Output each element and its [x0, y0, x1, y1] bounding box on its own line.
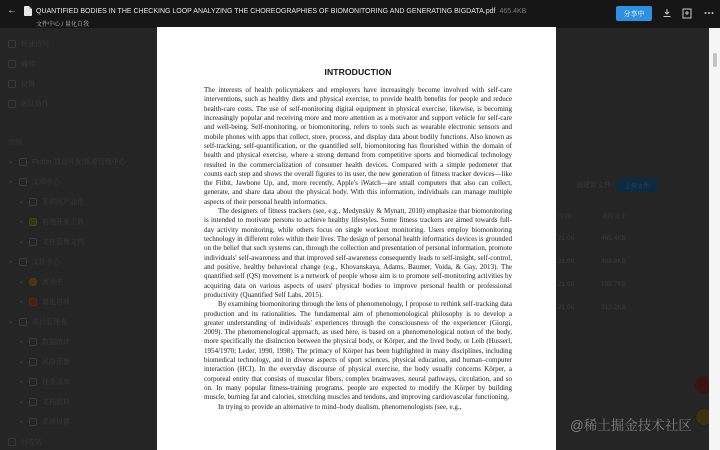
bullet-icon	[20, 401, 22, 403]
share-button[interactable]: 分享中	[616, 6, 652, 21]
bullet-icon	[20, 301, 22, 303]
table-row[interactable]	[556, 273, 706, 296]
back-arrow-icon[interactable]: ←	[7, 5, 17, 16]
bullet-icon	[20, 381, 22, 383]
sidebar-item-label: 项目管理表	[32, 319, 67, 326]
sidebar-item[interactable]	[0, 232, 157, 252]
team-icon	[8, 100, 16, 108]
sidebar-item-label: 系统设置	[42, 419, 70, 426]
sidebar-item[interactable]	[0, 432, 157, 450]
document-heading: INTRODUCTION	[324, 67, 392, 77]
cell-size: 465.4KB	[601, 235, 626, 242]
clock-icon	[8, 40, 16, 48]
sidebar-item[interactable]	[0, 172, 157, 192]
cell-time: 21:00	[558, 281, 575, 288]
sidebar-item-label: Flutter 项目开发/资源管理中心	[32, 159, 126, 166]
sidebar-item-label: 回收站	[21, 439, 42, 446]
sidebar-item[interactable]	[0, 152, 157, 172]
sidebar-item[interactable]	[0, 412, 157, 432]
file-title	[36, 8, 526, 15]
bullet-icon	[20, 421, 22, 423]
sidebar-item[interactable]	[0, 192, 157, 212]
sidebar-item-label: 设置	[21, 81, 35, 88]
breadcrumb[interactable]: 文件中心 / 量化自我	[36, 22, 90, 28]
pdf-file-icon	[24, 6, 32, 16]
document-paragraph: The interests of health policymakers and employers have increasingly become involved with self-care interventions, such as healthy diets and physical exercise, to provide health benefits for people and reduce health-care costs. The use of self-monitoring digital equipment in physical exercise, likewise, is becoming increasingly popular and receiving more and more attention as a motivator and support vehicle for self-care and well-being. Self-monitoring, or biomonitoring, refers to tools such as wearable electronic sensors and mobile phones with apps that collect, store, process, and display data about bodily functions. Also known as self-tracking, self-quantification, or the quantified self, biomonitoring has flourished within the domain of health and physical exercise, where a strong demand from competitive sports and biomedical technology resulted in the commercialization of consumer health devices. Compared with a simple pedometer that counts each step and shows the overall figures to its user, the new generation of fitness tracker devices—like the Fitbit, Jawbone Up, and, more recently, Apple's iWatch—are small computers that also can collect, generate, and share data about the physical body. With this information, individuals can manage multiple aspects of their personal health informatics.	[204, 86, 512, 206]
bullet-icon	[20, 341, 22, 343]
folder-icon	[19, 258, 27, 266]
bullet-icon	[10, 321, 12, 323]
sidebar-item-label: 文档资料	[42, 399, 70, 406]
sidebar-item-label: 团队协作	[21, 101, 49, 108]
more-icon[interactable]	[703, 7, 715, 19]
tree-icon	[19, 158, 27, 166]
table-row[interactable]	[556, 250, 706, 273]
header-size: 文件大小	[601, 213, 627, 220]
table-icon	[19, 318, 27, 326]
sidebar	[0, 28, 157, 450]
sidebar-item[interactable]	[0, 252, 157, 272]
system-icon	[29, 418, 37, 426]
reading-icon	[29, 278, 37, 286]
cell-time: 21:00	[558, 258, 575, 265]
file-name: QUANTIFIED BODIES IN THE CHECKING LOOP ANALYZING THE CHOREOGRAPHIES OF BIOMONITORING AND GENERATING BIGDATA.pdf	[36, 8, 496, 15]
cell-size: 198.7KB	[601, 281, 626, 288]
table-header	[556, 204, 706, 227]
cell-time: 21:00	[558, 304, 575, 311]
sidebar-item[interactable]	[0, 312, 157, 332]
warning-icon	[29, 358, 37, 366]
cell-size: 303.8KB	[601, 258, 626, 265]
gear-icon	[8, 80, 16, 88]
sidebar-item-label: 空间	[8, 139, 22, 146]
sidebar-item-label: 快速访问	[21, 41, 49, 48]
sidebar-item[interactable]	[0, 332, 157, 352]
bullet-icon	[10, 181, 12, 183]
sidebar-item[interactable]	[0, 372, 157, 392]
bell-icon	[8, 60, 16, 68]
sidebar-item-label: 互联网产品化	[42, 199, 84, 206]
sidebar-item[interactable]	[0, 212, 157, 232]
sidebar-item[interactable]	[0, 74, 157, 94]
document-paragraph: The designers of fitness trackers (see, e.g., Medynskiy & Mynatt, 2010) emphasize that biomonitoring is intended to motivate persons to achieve healthy lifestyles. Some fitness trackers are aimed towards full-day activity monitoring, while others focus on single workout monitoring. Users employ biomonitoring technology in different roles within their lives. The design of personal health informatics devices is grounded on the belief that such systems can, through the collection and presentation of personal information, promote individuals' self-awareness and that improved self-awareness consequently leads to self-insight, self-control, and positive, healthy behavioral change (e.g., Khovanskaya, Adams, Baumer, Voida, & Gay, 2013). The quantified self (QS) movement is a network of people whose aim is to promote self-monitoring activities by acquiring data on various aspects of users' physical bodies to improve personal health or professional productivity (Quantified Self Labs, 2015).	[204, 207, 512, 299]
file-table	[556, 204, 706, 319]
sidebar-item-label: 前端开发工具	[42, 219, 84, 226]
sidebar-item-label: 风险预警	[42, 359, 70, 366]
cell-time: 21:00	[558, 235, 575, 242]
bookmark-icon[interactable]	[681, 7, 693, 19]
download-icon[interactable]	[661, 7, 673, 19]
table-row[interactable]	[556, 227, 706, 250]
scrollbar-thumb[interactable]	[713, 53, 717, 67]
task-icon	[29, 378, 37, 386]
bullet-icon	[10, 161, 12, 163]
cell-size: 313.2KB	[601, 304, 626, 311]
file-size: 465.4KB	[499, 8, 527, 15]
tool-icon	[29, 218, 37, 226]
scrollbar-track[interactable]	[709, 28, 720, 450]
bullet-icon	[20, 361, 22, 363]
bullet-icon	[20, 281, 22, 283]
sidebar-item-label: 文章中心	[32, 179, 60, 186]
doc-icon	[19, 178, 27, 186]
sidebar-item[interactable]	[0, 352, 157, 372]
table-row[interactable]	[556, 296, 706, 319]
viewer-topbar	[0, 0, 720, 28]
quantified-icon	[29, 298, 37, 306]
sidebar-item[interactable]	[0, 34, 157, 54]
bullet-icon	[20, 221, 22, 223]
bullet-icon	[20, 201, 22, 203]
document-paragraph: By examining biomonitoring through the lens of phenomenology, I propose to rethink self-tracking data production and its rationalities. The fundamental aim of phenomenological philosophy is to develop a greater understanding of individuals' experiences through the consciousness of the experiencer (Giorgi, 2009). The phenomenological approach, as used here, is based on a phenomenological notion of the body, more specifically the distinction between the physical body, or Körper, and the lived body, or Leib (Husserl, 1954/1970; Leder, 1990, 1998). The primacy of Körper has been highlighted in many disciplines, including biomedical technology, and in diverse aspects of sport sciences, physical education, and human–computer interaction (HCI). In the everyday discourse of physical exercise, the body usually concerns Körper, a corporeal entity that consists of muscular fibers, complex brainwaves, neural pathways, circulation, and so on. In many popular fitness-training programs, people are expected to modify the Körper by building muscle, burning fat and calories, stretching muscles and tendons, and improving cardiovascular functioning.	[204, 300, 512, 402]
header-time: 时间	[558, 213, 571, 220]
create-file-link[interactable]: 创建新文件	[576, 182, 611, 189]
sidebar-item-label: 阅读中	[42, 279, 63, 286]
upload-button[interactable]: 上传文件	[617, 178, 657, 192]
watermark: @稀土掘金技术社区	[570, 418, 692, 433]
sidebar-item-label: 任务清单	[42, 379, 70, 386]
sidebar-item-label: 量化自我	[42, 299, 70, 306]
chart-icon	[29, 238, 37, 246]
sidebar-gap	[0, 114, 157, 132]
sidebar-item[interactable]	[0, 292, 157, 312]
sidebar-item-label: 数据统计	[42, 339, 70, 346]
stats-icon	[29, 338, 37, 346]
document-paragraph: In trying to provide an alternative to mind–body dualism, phenomenologists (see, e.g.,	[218, 402, 462, 411]
bullet-icon	[20, 241, 22, 243]
sidebar-item-label: 文件管理文档	[42, 239, 84, 246]
sidebar-item-label: 文件中心	[32, 259, 60, 266]
sidebar-item[interactable]	[0, 392, 157, 412]
trash-icon	[8, 438, 16, 446]
pdf-page	[157, 27, 556, 450]
sidebar-item-label: 通知	[21, 61, 35, 68]
sidebar-item[interactable]	[0, 272, 157, 292]
sidebar-item[interactable]	[0, 94, 157, 114]
docs-icon	[29, 398, 37, 406]
file-list-panel	[556, 28, 720, 450]
sidebar-item[interactable]	[0, 54, 157, 74]
sidebar-item[interactable]	[0, 132, 157, 152]
bullet-icon	[10, 261, 12, 263]
file-list-toolbar	[576, 178, 657, 192]
pin-icon	[29, 198, 37, 206]
